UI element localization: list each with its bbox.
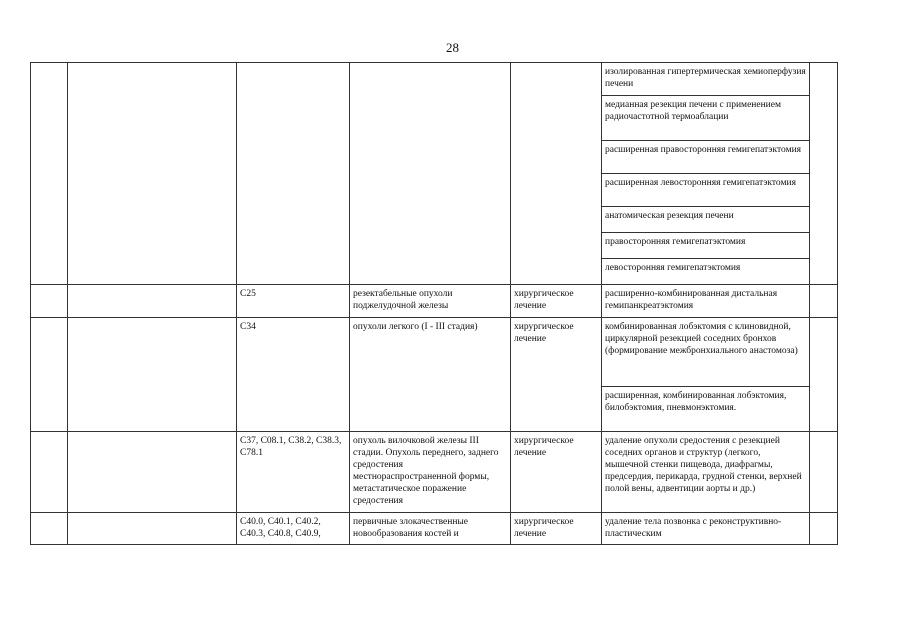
cell-icd-code: C25 — [237, 285, 350, 318]
cell-method: анатомическая резекция печени — [602, 207, 810, 233]
cell-treatment: хирургическое лечение — [511, 318, 602, 432]
cell-treatment: хирургическое лечение — [511, 432, 602, 513]
cell-method: удаление тела позвонка с реконструктивно-пластическим — [602, 513, 810, 545]
cell-method: расширенно-комбинированная дистальная гемипанкреатэктомия — [602, 285, 810, 318]
cell-icd-code — [237, 63, 350, 285]
cell-condition: резектабельные опухоли поджелудочной железы — [350, 285, 511, 318]
cell-number — [31, 63, 68, 285]
table-row — [31, 432, 838, 513]
table-row — [31, 63, 838, 96]
cell-method: расширенная, комбинированная лобэктомия, билобэктомия, пневмонэктомия. — [602, 387, 810, 432]
cell-procedure-name — [68, 285, 237, 318]
cell-number — [31, 513, 68, 545]
cell-cost — [810, 285, 838, 318]
cell-method: медианная резекция печени с применением радиочастотной термоаблации — [602, 96, 810, 141]
cell-number — [31, 318, 68, 432]
table-row — [31, 318, 838, 387]
cell-cost — [810, 513, 838, 545]
cell-condition: первичные злокачественные новообразования костей и — [350, 513, 511, 545]
cell-method: правосторонняя гемигепатэктомия — [602, 233, 810, 259]
cell-cost — [810, 432, 838, 513]
table-row — [31, 513, 838, 545]
cell-icd-code: C34 — [237, 318, 350, 432]
cell-method: изолированная гипертермическая хемиоперфузия печени — [602, 63, 810, 96]
cell-method: левосторонняя гемигепатэктомия — [602, 259, 810, 285]
cell-method: удаление опухоли средостения с резекцией соседних органов и структур (легкого, мышечной стенки пищевода, диафрагмы, предсердия, перикарда, грудной стенки, верхней полой вены, адвентиции аорты и др.) — [602, 432, 810, 513]
cell-condition: опухоль вилочковой железы III стадии. Опухоль переднего, заднего средостения местнораспространенной формы, метастатическое поражение средостения — [350, 432, 511, 513]
cell-method: комбинированная лобэктомия с клиновидной, циркулярной резекцией соседних бронхов (формирование межбронхиального анастомоза) — [602, 318, 810, 387]
cell-method: расширенная правосторонняя гемигепатэктомия — [602, 141, 810, 174]
page-number: 28 — [446, 40, 459, 55]
cell-procedure-name — [68, 432, 237, 513]
cell-procedure-name — [68, 63, 237, 285]
cell-procedure-name — [68, 513, 237, 545]
cell-icd-code: C40.0, C40.1, C40.2, C40.3, C40.8, C40.9, — [237, 513, 350, 545]
cell-method: расширенная левосторонняя гемигепатэктомия — [602, 174, 810, 207]
cell-treatment: хирургическое лечение — [511, 513, 602, 545]
cell-cost — [810, 318, 838, 432]
table-row — [31, 285, 838, 318]
cell-procedure-name — [68, 318, 237, 432]
cell-icd-code: C37, C08.1, C38.2, C38.3, C78.1 — [237, 432, 350, 513]
cell-treatment — [511, 63, 602, 285]
cell-treatment: хирургическое лечение — [511, 285, 602, 318]
procedures-table — [30, 62, 838, 545]
cell-condition: опухоли легкого (I - III стадия) — [350, 318, 511, 432]
cell-condition — [350, 63, 511, 285]
cell-number — [31, 432, 68, 513]
cell-cost — [810, 63, 838, 285]
cell-number — [31, 285, 68, 318]
